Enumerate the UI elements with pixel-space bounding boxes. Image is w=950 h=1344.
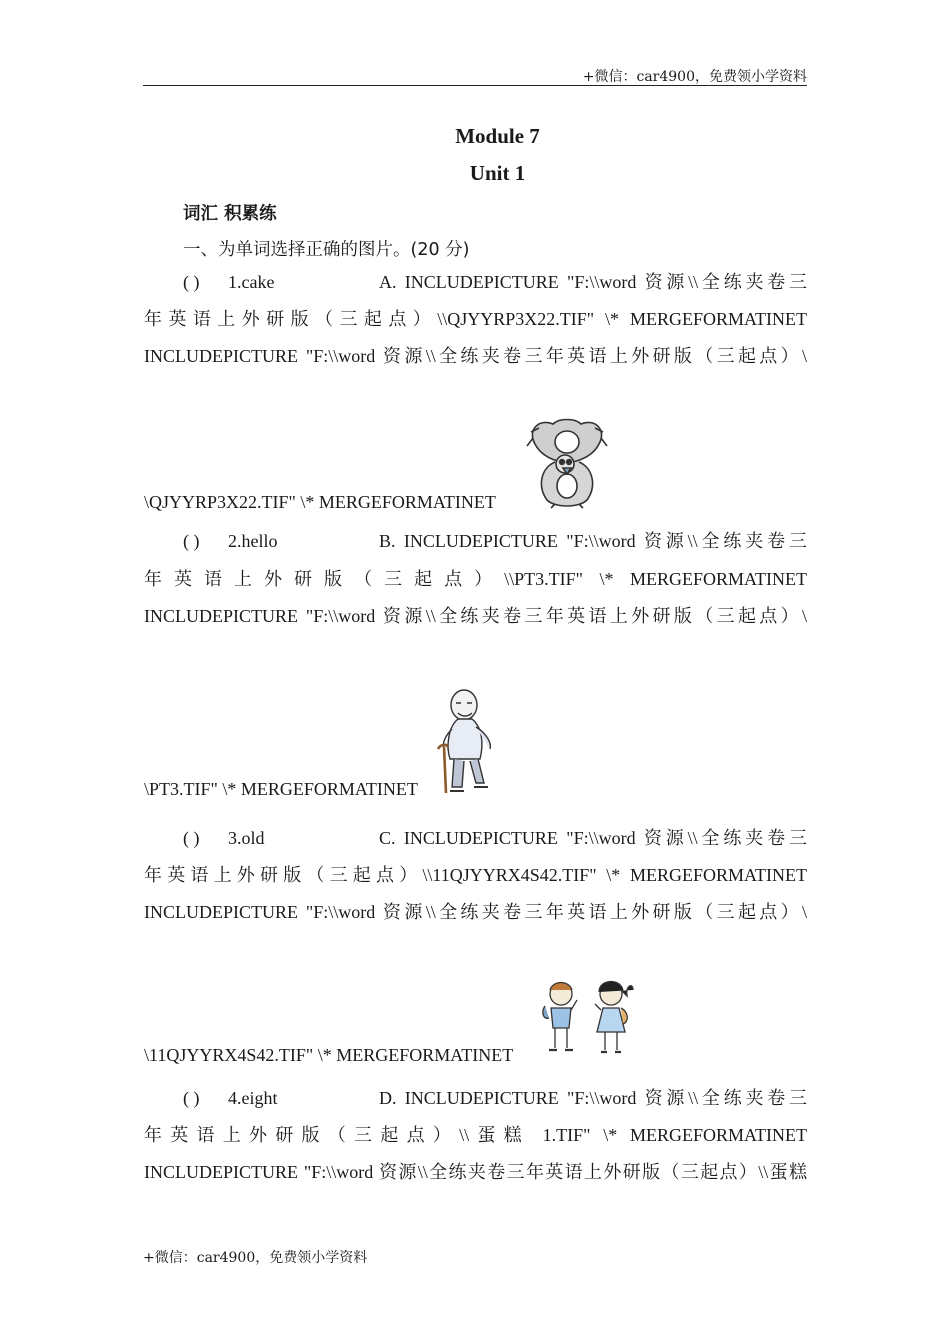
module-title: Module 7 [455, 124, 540, 148]
vocab-word-4: 4.eight [228, 1088, 278, 1108]
option-b-line-4: \PT3.TIF" \* MERGEFORMATINET [144, 779, 418, 799]
option-b-line-3: INCLUDEPICTURE "F:\\word 资源\\全练夹卷三年英语上外研版（三起点）\ [144, 606, 807, 626]
option-a-line-3: INCLUDEPICTURE "F:\\word 资源\\全练夹卷三年英语上外研版（三起点）\ [144, 346, 807, 366]
option-c-line-4: \11QJYYRX4S42.TIF" \* MERGEFORMATINET [144, 1045, 514, 1065]
option-d-line-1: D. INCLUDEPICTURE "F:\\word 资源\\全练夹卷三 [379, 1088, 807, 1108]
option-c-line-1: C. INCLUDEPICTURE "F:\\word 资源\\全练夹卷三 [379, 828, 807, 848]
answer-blank-2: ( ) [183, 531, 200, 551]
answer-blank-3: ( ) [183, 828, 200, 848]
option-c-line-3: INCLUDEPICTURE "F:\\word 资源\\全练夹卷三年英语上外研版（三起点）\ [144, 902, 807, 922]
vocab-word-2: 2.hello [228, 531, 278, 551]
option-d-line-3: INCLUDEPICTURE "F:\\word 资源\\全练夹卷三年英语上外研版（三起点）\\蛋糕 [144, 1162, 807, 1182]
number-eight-bird-picture [525, 416, 609, 510]
option-c-line-2: 年英语上外研版（三起点）\\11QJYYRX4S42.TIF" \* MERGEFORMATINET [144, 865, 807, 885]
option-a-line-1: A. INCLUDEPICTURE "F:\\word 资源\\全练夹卷三 [379, 272, 807, 292]
two-children-waving-picture [537, 978, 637, 1058]
vocab-word-3: 3.old [228, 828, 265, 848]
answer-blank-4: ( ) [183, 1088, 200, 1108]
option-a-line-2: 年英语上外研版（三起点）\\QJYYRP3X22.TIF" \* MERGEFORMATINET [144, 309, 807, 329]
option-b-line-2: 年英语上外研版（三起点）\\PT3.TIF" \* MERGEFORMATINET [144, 569, 807, 589]
old-man-with-cane-picture [436, 687, 506, 797]
unit-title: Unit 1 [469, 161, 526, 185]
section-heading: 词汇 积累练 [183, 204, 277, 224]
header-divider [143, 85, 807, 86]
answer-blank-1: ( ) [183, 272, 200, 292]
option-a-line-4: \QJYYRP3X22.TIF" \* MERGEFORMATINET [144, 492, 496, 512]
section-instruction: 一、为单词选择正确的图片。(20 分) [183, 240, 470, 260]
page-footer-text: +微信：car4900，免费领小学资料 [143, 1250, 368, 1266]
vocab-word-1: 1.cake [228, 272, 275, 292]
page-header-text: +微信：car4900，免费领小学资料 [582, 69, 807, 85]
option-b-line-1: B. INCLUDEPICTURE "F:\\word 资源\\全练夹卷三 [379, 531, 807, 551]
option-d-line-2: 年英语上外研版（三起点）\\蛋糕 1.TIF" \* MERGEFORMATINET [144, 1125, 807, 1145]
